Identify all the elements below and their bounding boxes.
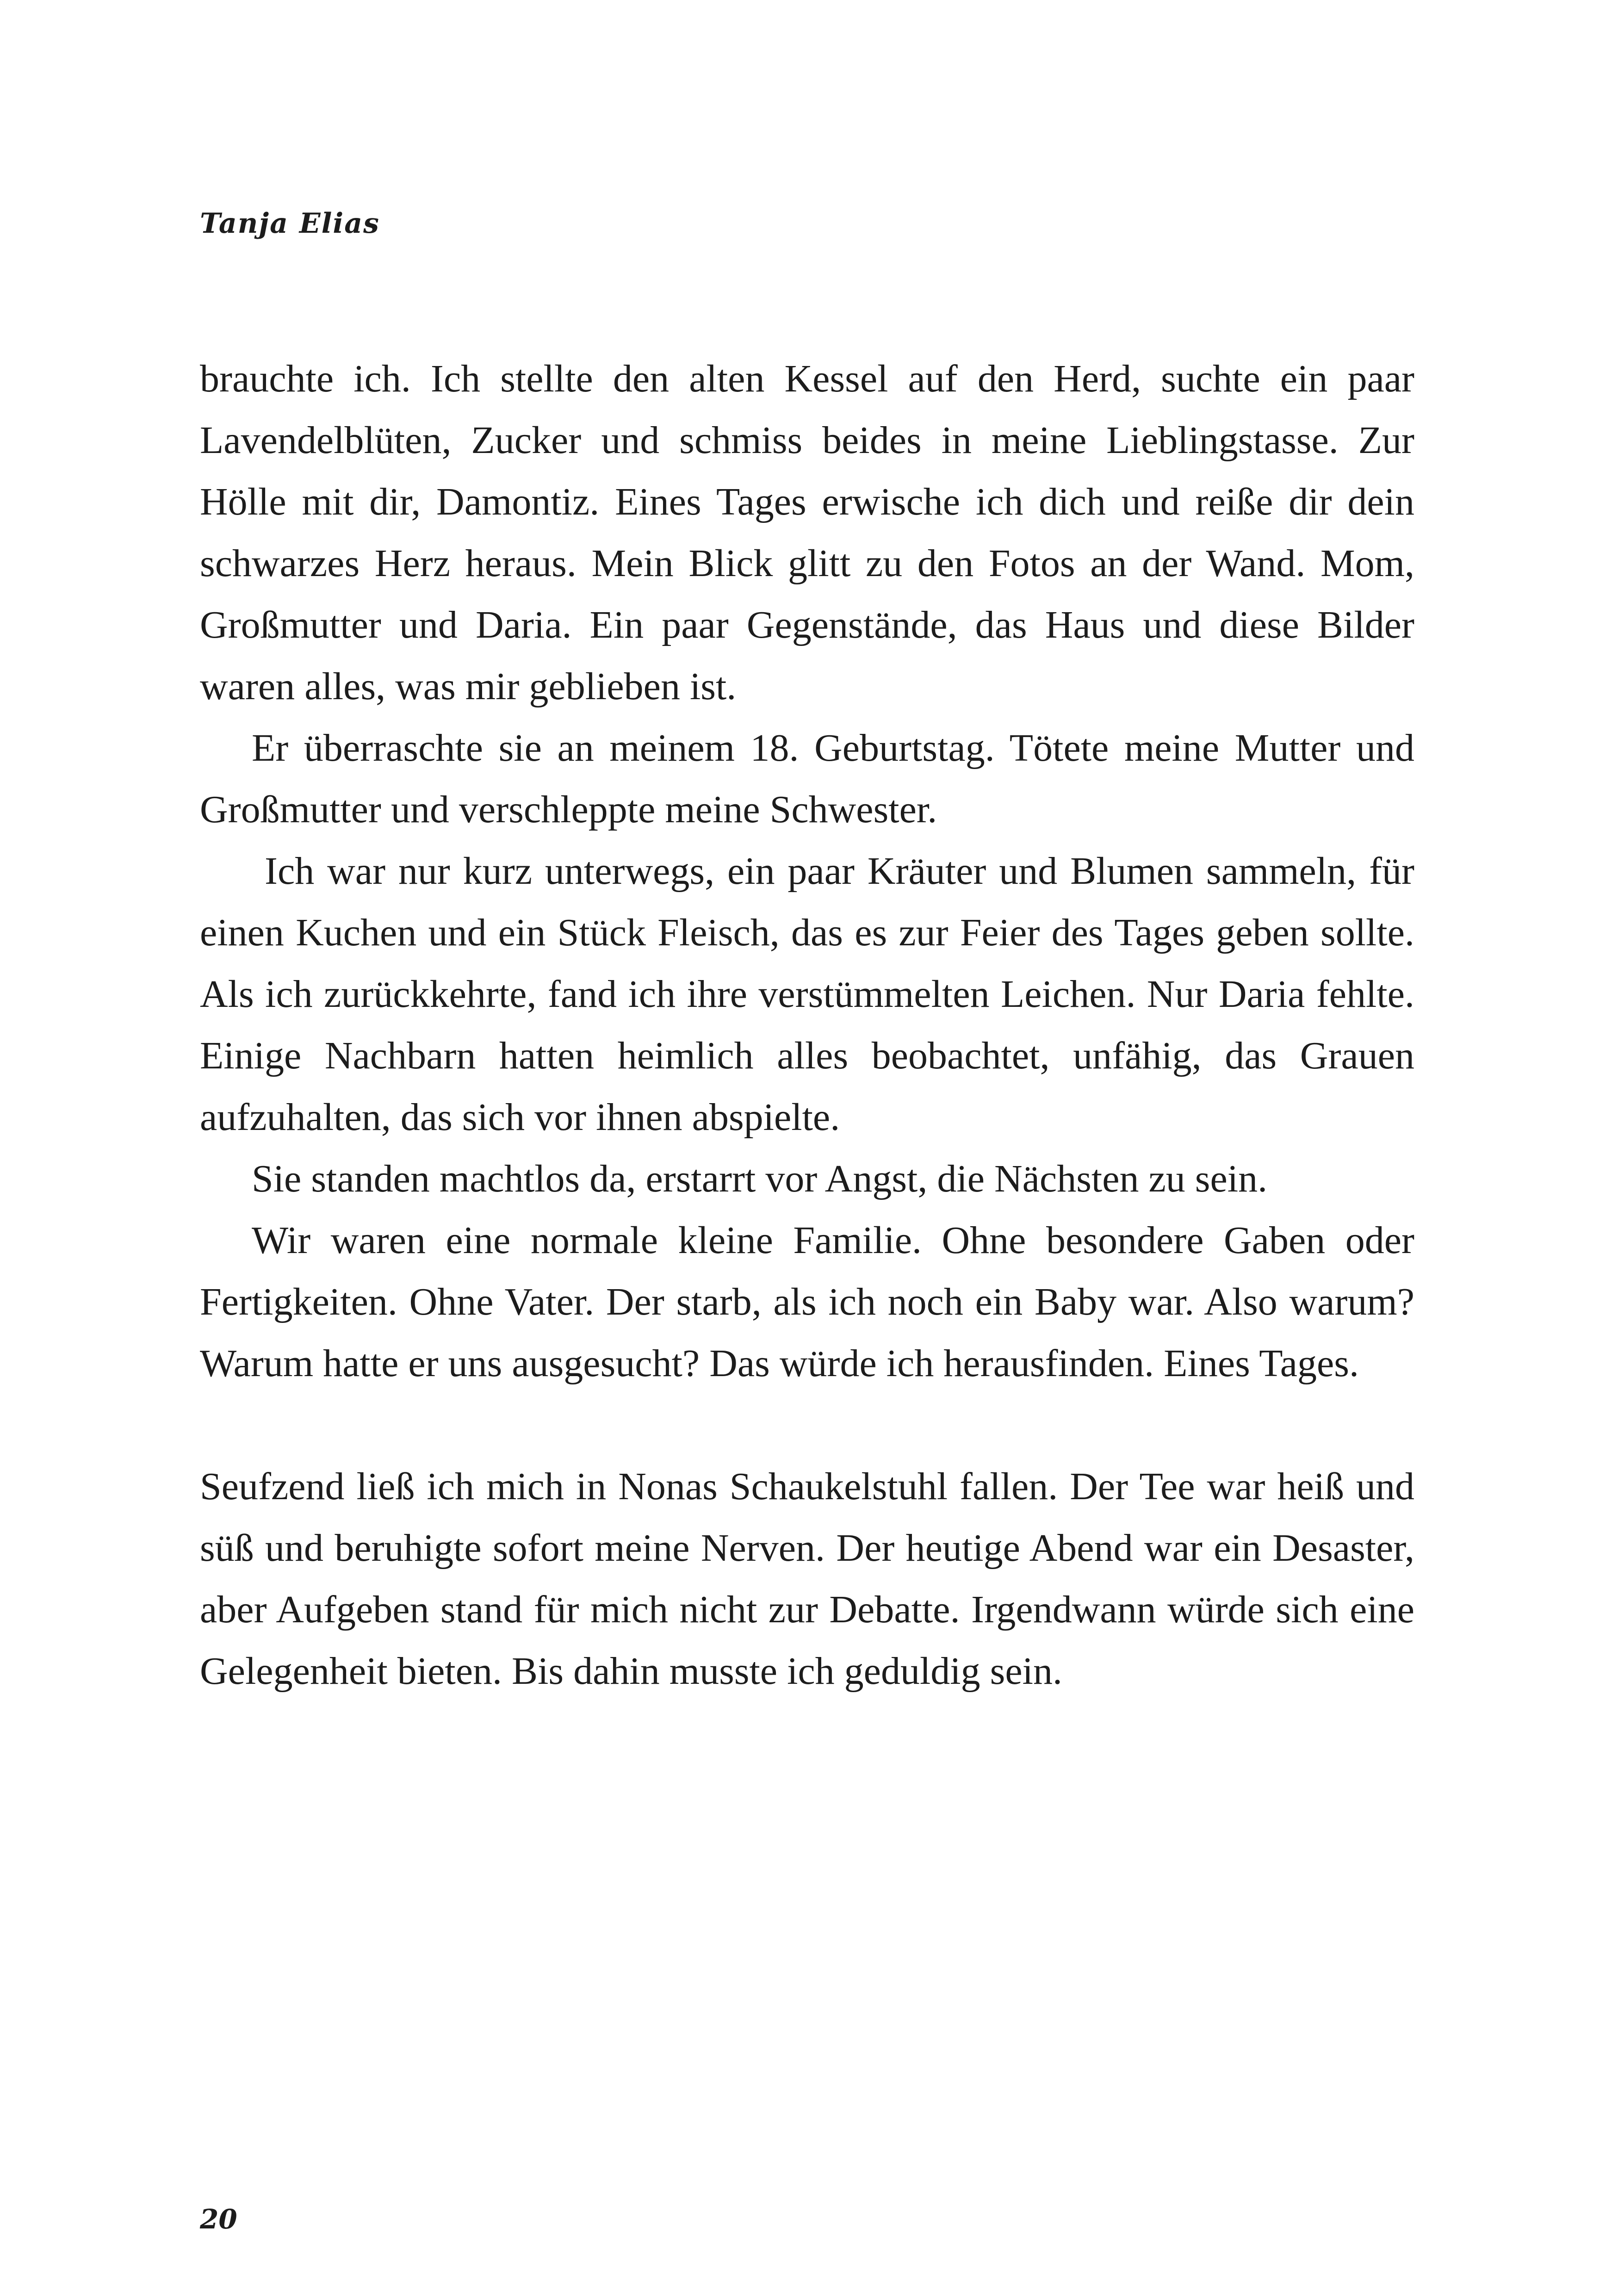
paragraph-6: Seufzend ließ ich mich in Nonas Schaukelstuhl fallen. Der Tee war heiß und süß und beruhigte sofort meine Nerven. Der heutige Abend war ein Desaster, aber Aufgeben stand für mich nicht zur Debatte. Irgendwann würde sich eine Gelegenheit bieten. Bis dahin musste ich geduldig sein.: [200, 1465, 1414, 1693]
paragraph-1: brauchte ich. Ich stellte den alten Kessel auf den Herd, suchte ein paar Lavendelblüten, Zucker und schmiss beides in meine Lieblingstasse. Zur Hölle mit dir, Damontiz. Eines Tages erwische ich dich und reiße dir dein schwarzes Herz heraus. Mein Blick glitt zu den Fotos an der Wand. Mom, Großmutter und Daria. Ein paar Gegenstände, das Haus und diese Bilder waren alles, was mir geblieben ist.: [200, 357, 1414, 708]
paragraph-3: Ich war nur kurz unterwegs, ein paar Kräuter und Blumen sammeln, für einen Kuchen und ein Stück Fleisch, das es zur Feier des Tages geben sollte. Als ich zurückkehrte, fand ich ihre verstümmelten Leichen. Nur Daria fehlte. Einige Nachbarn hatten heimlich alles beobachtet, unfähig, das Grauen aufzuhalten, das sich vor ihnen abspielte.: [200, 850, 1414, 1139]
paragraph-5: Wir waren eine normale kleine Familie. Ohne besondere Gaben oder Fertigkeiten. Ohne Vater. Der starb, als ich noch ein Baby war. Also warum? Warum hatte er uns ausgesucht? Das würde ich herausfinden. Eines Tages.: [200, 1219, 1414, 1385]
body-text: [200, 348, 1414, 1702]
page-number: 20: [200, 2203, 237, 2235]
paragraph-2: Er überraschte sie an meinem 18. Geburtstag. Tötete meine Mutter und Großmutter und verschleppte meine Schwester.: [200, 726, 1414, 831]
running-header-author: Tanja Elias: [200, 207, 380, 240]
paragraph-4: Sie standen machtlos da, erstarrt vor Angst, die Nächsten zu sein.: [252, 1157, 1268, 1200]
